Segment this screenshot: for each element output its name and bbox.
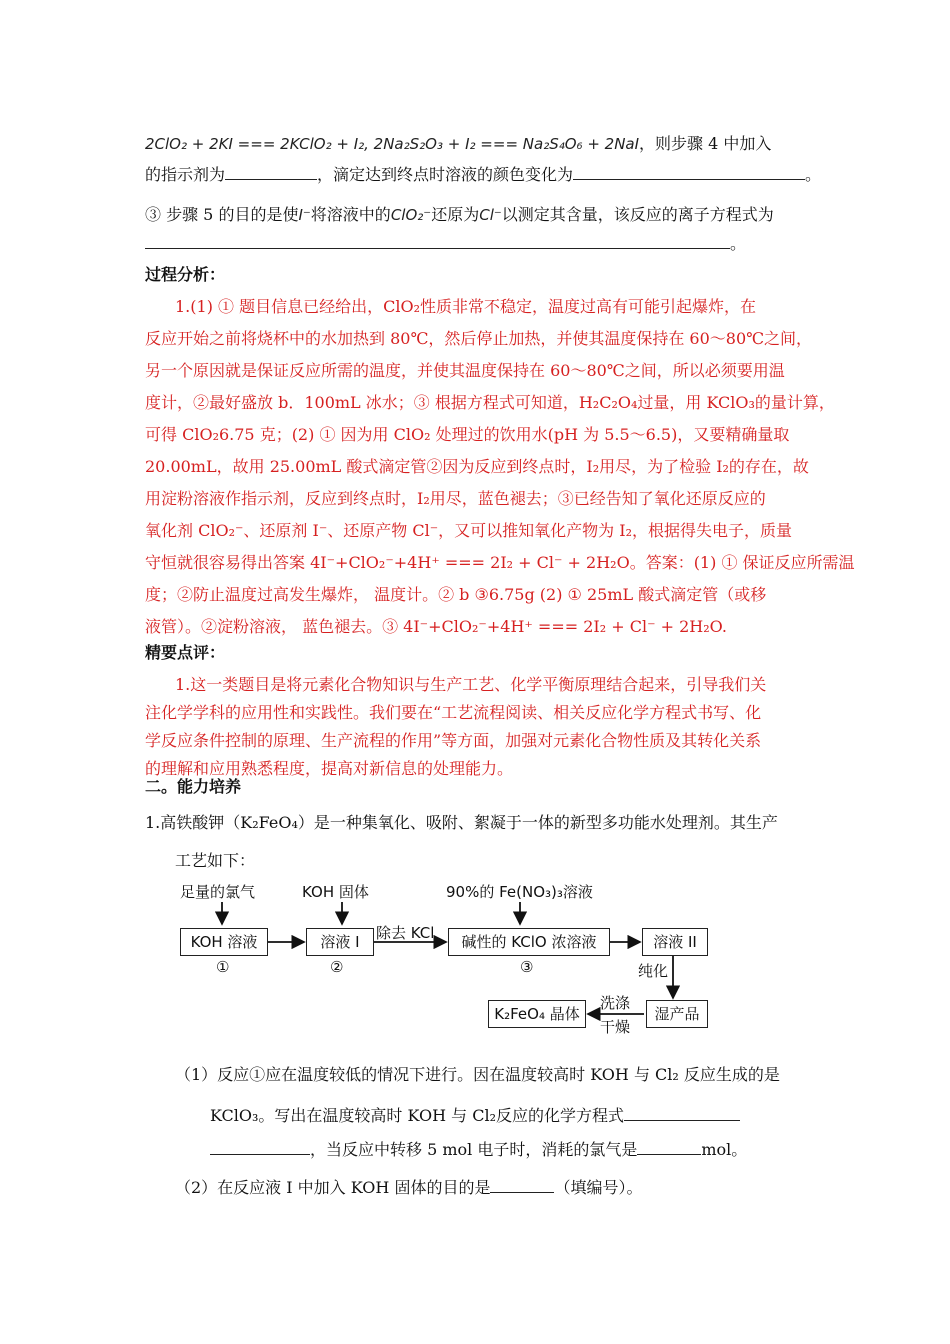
chlorine-amount-blank[interactable] bbox=[637, 1138, 701, 1155]
question2-text: （2）在反应液 I 中加入 KOH 固体的目的是 bbox=[175, 1178, 491, 1197]
process-line: 可得 ClO₂6.75 克；(2) ① 因为用 ClO₂ 处理过的饮用水(pH 为 5.5～6.5)，又要精确量取 bbox=[145, 425, 790, 444]
question1-part2 bbox=[175, 1176, 840, 1199]
unit-mol: mol。 bbox=[701, 1140, 748, 1159]
koh-purpose-blank[interactable] bbox=[490, 1176, 554, 1193]
input-chlorine: 足量的氯气 bbox=[180, 883, 256, 901]
question2-end: （填编号）。 bbox=[554, 1178, 643, 1197]
process-heading: 过程分析： bbox=[145, 265, 226, 284]
step-remove-kcl: 除去 KCl bbox=[376, 924, 435, 942]
box-k2feo4-crystal: K₂FeO₄ 晶体 bbox=[488, 1000, 586, 1028]
section2-heading: 二。能力培养 bbox=[145, 777, 242, 796]
comment-line: 注化学学科的应用性和实践性。我们要在“工艺流程阅读、相关反应化学方程式书写、化 bbox=[145, 703, 762, 722]
process-line: 液管）。②淀粉溶液， 蓝色褪去。③ 4I⁻+ClO₂⁻+4H⁺ === 2I₂ + Cl⁻ + 2H₂O. bbox=[145, 617, 727, 636]
chlorite-ion: ClO₂⁻ bbox=[390, 206, 432, 224]
question1-text-c: ，当反应中转移 5 mol 电子时，消耗的氯气是 bbox=[310, 1140, 638, 1159]
step-number-2: ② bbox=[330, 958, 344, 976]
box-wet-product: 湿产品 bbox=[646, 1000, 708, 1028]
step4-line2 bbox=[145, 163, 822, 186]
step5-line1 bbox=[145, 204, 810, 226]
comment-line: 1.这一类题目是将元素化合物知识与生产工艺、化学平衡原理结合起来，引导我们关 bbox=[175, 675, 767, 694]
step-number-1: ① bbox=[216, 958, 230, 976]
question1-intro-2: 工艺如下： bbox=[175, 851, 256, 870]
process-line: 度计，②最好盛放 b．100mL 冰水；③ 根据方程式可知道，H₂C₂O₄过量，用 KClO₃的量计算， bbox=[145, 393, 835, 412]
box-kclo-solution: 碱性的 KClO 浓溶液 bbox=[448, 928, 610, 956]
step4-text: ，则步骤 4 中加入 bbox=[639, 134, 772, 153]
step5-text-c: 还原为 bbox=[431, 205, 480, 224]
process-line: 反应开始之前将烧杯中的水加热到 80℃，然后停止加热，并使其温度保持在 60～80℃之间， bbox=[145, 329, 813, 348]
process-line: 1.(1) ① 题目信息已经给出，ClO₂性质非常不稳定，温度过高有可能引起爆炸，在 bbox=[175, 297, 756, 316]
process-line: 用淀粉溶液作指示剂，反应到终点时，I₂用尽，蓝色褪去；③已经告知了氧化还原反应的 bbox=[145, 489, 766, 508]
step-wash: 洗涤 bbox=[600, 994, 631, 1012]
flow-arrows bbox=[178, 880, 718, 1040]
comment-line: 的理解和应用熟悉程度，提高对新信息的处理能力。 bbox=[145, 759, 514, 778]
question1-intro: 1.高铁酸钾（K₂FeO₄）是一种集氧化、吸附、絮凝于一体的新型多功能水处理剂。其生产 bbox=[145, 813, 778, 832]
process-line: 度；②防止温度过高发生爆炸， 温度计。② b ③6.75g (2) ① 25mL 酸式滴定管（或移 bbox=[145, 585, 767, 604]
question1-part1: （1）反应①应在温度较低的情况下进行。因在温度较高时 KOH 与 Cl₂ 反应生成的是 bbox=[175, 1065, 780, 1084]
process-line: 氧化剂 ClO₂⁻、还原剂 I⁻、还原产物 Cl⁻，又可以推知氧化产物为 I₂，根据得失电子，质量 bbox=[145, 521, 792, 540]
titration-equation: 2ClO₂ + 2KI === 2KClO₂ + I₂, 2Na₂S₂O₃ + I₂ === Na₂S₄O₆ + 2NaI bbox=[145, 135, 640, 153]
indicator-label: 的指示剂为 bbox=[145, 165, 226, 184]
input-iron-nitrate: 90%的 Fe(NO₃)₃溶液 bbox=[446, 883, 593, 901]
step5-text-a: ③ 步骤 5 的目的是使 bbox=[145, 205, 299, 224]
box-solution-2: 溶液 II bbox=[642, 928, 708, 956]
comment-heading: 精要点评： bbox=[145, 643, 226, 662]
step-number-3: ③ bbox=[520, 958, 534, 976]
step-dry: 干燥 bbox=[600, 1018, 631, 1036]
comment-line: 学反应条件控制的原理、生产流程的作用”等方面，加强对元素化合物性质及其转化关系 bbox=[145, 731, 762, 750]
box-koh-solution: KOH 溶液 bbox=[180, 928, 268, 956]
question1-part1-c bbox=[210, 1138, 875, 1161]
chloride-ion: Cl⁻ bbox=[479, 206, 502, 224]
chemical-equation-blank-2[interactable] bbox=[210, 1138, 310, 1155]
process-line: 另一个原因就是保证反应所需的温度，并使其温度保持在 60～80℃之间，所以必须要用温 bbox=[145, 361, 785, 380]
color-change-blank[interactable] bbox=[573, 163, 805, 180]
process-line: 守恒就很容易得出答案 4I⁻+ClO₂⁻+4H⁺ === 2I₂ + Cl⁻ + 2H₂O。答案：(1) ① 保证反应所需温 bbox=[145, 553, 855, 572]
chemical-equation-blank[interactable] bbox=[624, 1104, 740, 1121]
step4-line1 bbox=[145, 133, 810, 155]
question1-part1-b bbox=[210, 1104, 875, 1127]
iodide-ion: I⁻ bbox=[298, 206, 311, 224]
question1-text-b: KClO₃。写出在温度较高时 KOH 与 Cl₂反应的化学方程式 bbox=[210, 1106, 625, 1125]
step5-text-b: 将溶液中的 bbox=[310, 205, 391, 224]
period: 。 bbox=[730, 234, 747, 253]
step5-text-d: 以测定其含量，该反应的离子方程式为 bbox=[501, 205, 774, 224]
ionic-equation-blank[interactable] bbox=[145, 232, 730, 249]
color-change-label: ，滴定达到终点时溶液的颜色变化为 bbox=[317, 165, 574, 184]
process-flow-diagram bbox=[178, 880, 718, 1040]
step-purify: 纯化 bbox=[638, 962, 669, 980]
step5-line2 bbox=[145, 232, 810, 255]
indicator-blank[interactable] bbox=[225, 163, 317, 180]
period: 。 bbox=[805, 165, 822, 184]
process-line: 20.00mL，故用 25.00mL 酸式滴定管②因为反应到终点时，I₂用尽，为了检验 I₂的存在，故 bbox=[145, 457, 809, 476]
input-koh-solid: KOH 固体 bbox=[302, 883, 369, 901]
box-solution-1: 溶液 I bbox=[306, 928, 374, 956]
